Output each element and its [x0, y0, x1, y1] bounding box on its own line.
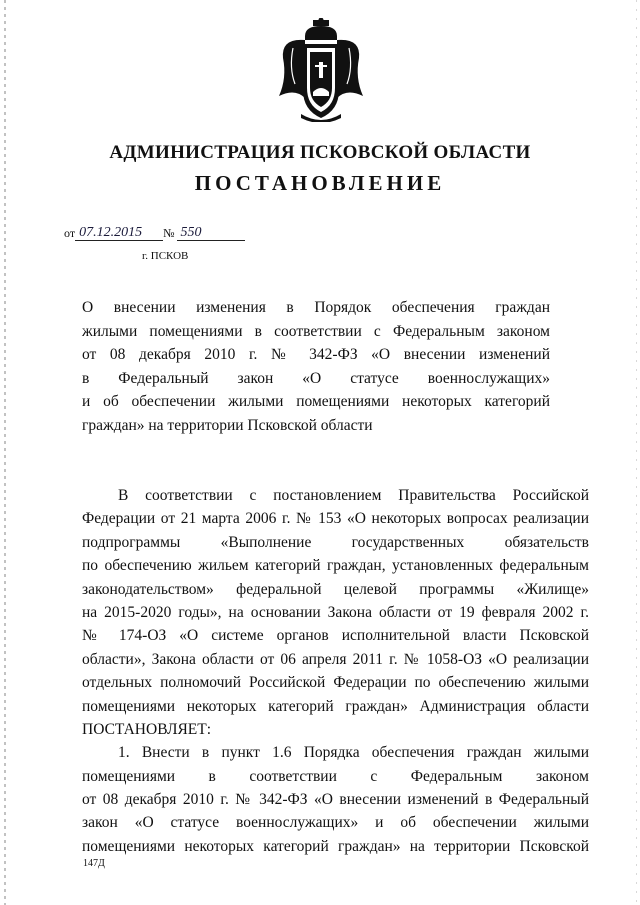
body-line: по обеспечению жильем категорий граждан, установленных федеральным	[82, 557, 589, 575]
subject-line: О внесении изменения в Порядок обеспечения граждан	[82, 299, 550, 316]
subject-line: и об обеспечении жилыми помещениями некоторых категорий	[82, 393, 550, 410]
body-line: В соответствии с постановлением Правительства Российской	[118, 487, 589, 504]
body-line: закон «О статусе военнослужащих» и об обеспечении жилыми	[82, 814, 589, 832]
body-line: помещениями некоторых категорий граждан» на территории Псковской	[82, 837, 589, 855]
scan-edge-left	[4, 0, 6, 905]
body-line: помещениями в соответствии с Федеральным законом	[82, 767, 589, 785]
scan-edge-right	[636, 0, 637, 905]
body-line: Федерации от 21 марта 2006 г. № 153 «О некоторых вопросах реализации	[82, 510, 589, 528]
footer-code: 147Д	[83, 858, 105, 869]
body-line: подпрограммы «Выполнение государственных обязательств	[82, 533, 589, 551]
body-line: законодательством» федеральной целевой программы «Жилище»	[82, 580, 589, 598]
subject-line: граждан» на территории Псковской области	[82, 416, 373, 434]
subject-line: в Федеральный закон «О статусе военнослужащих»	[82, 369, 550, 387]
coat-of-arms-icon	[275, 18, 367, 122]
document-type: ПОСТАНОВЛЕНИЕ	[194, 171, 446, 195]
body-line: от 08 декабря 2010 г. № 342-ФЗ «О внесении изменений в Федеральный	[82, 791, 589, 809]
date-prefix: от	[64, 226, 76, 240]
body-line-resolves: ПОСТАНОВЛЯЕТ:	[82, 720, 212, 738]
body-line: № 174-ОЗ «О системе органов исполнительной власти Псковской	[82, 627, 589, 645]
body-line: на 2015-2020 годы», на основании Закона области от 19 февраля 2002 г.	[82, 603, 589, 621]
body-text	[82, 484, 589, 858]
date-number-line	[64, 226, 245, 241]
agency-title: АДМИНИСТРАЦИЯ ПСКОВСКОЙ ОБЛАСТИ	[109, 142, 531, 163]
body-line: помещениями некоторых категорий граждан» Администрация области	[82, 697, 589, 715]
city: г. ПСКОВ	[142, 250, 189, 262]
subject-line: жилыми помещениями в соответствии с Федеральным законом	[82, 322, 550, 340]
subject-line: от 08 декабря 2010 г. № 342-ФЗ «О внесении изменений	[82, 346, 550, 363]
body-line: отдельных полномочий Российской Федерации по обеспечению жилыми	[82, 674, 589, 692]
body-line: 1. Внести в пункт 1.6 Порядка обеспечения граждан жилыми	[118, 744, 589, 762]
subject-heading	[82, 296, 550, 437]
body-line: области», Закона области от 06 апреля 2011 г. № 1058-ОЗ «О реализации	[82, 650, 589, 668]
number-value: 550	[177, 226, 245, 241]
number-prefix: №	[163, 226, 175, 240]
date-value: 07.12.2015	[75, 226, 163, 241]
